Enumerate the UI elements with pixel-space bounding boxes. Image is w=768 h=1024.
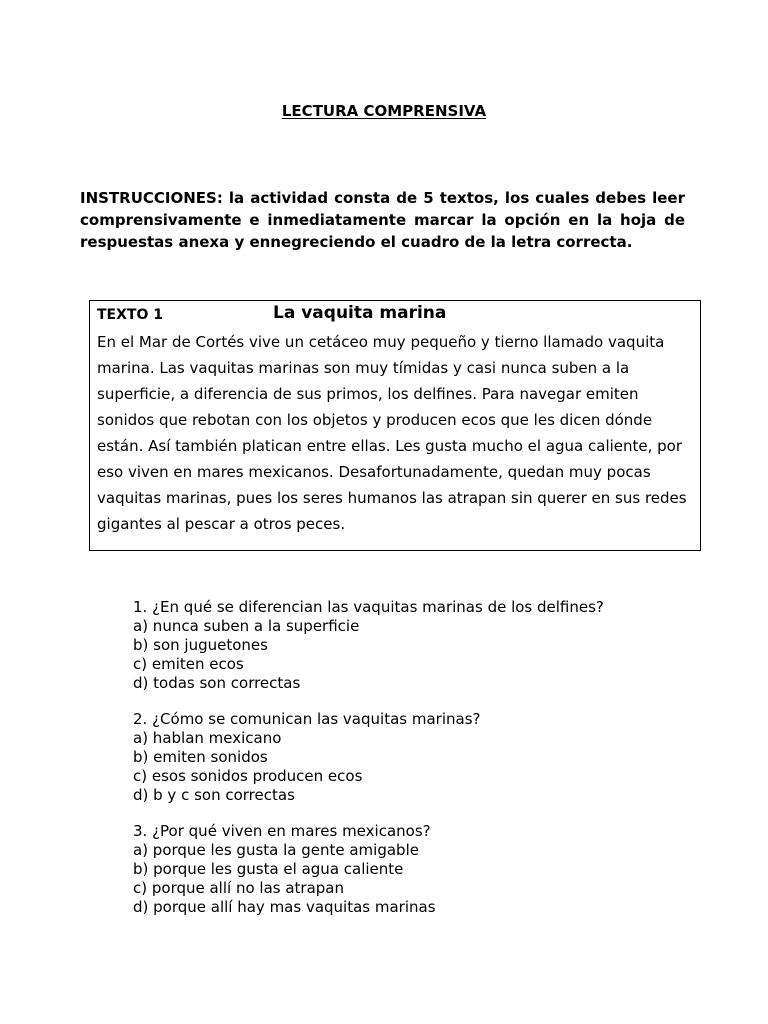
answer-option: a) nunca suben a la superficie [133, 617, 360, 635]
question-item [133, 598, 693, 693]
answer-option: d) porque allí hay mas vaquitas marinas [133, 898, 436, 916]
text-box [89, 300, 701, 551]
text-body [97, 329, 693, 537]
text-title: La vaquita marina [273, 303, 447, 323]
question-item [133, 822, 693, 917]
answer-option: b) son juguetones [133, 636, 268, 654]
answer-option: d) b y c son correctas [133, 786, 295, 804]
question-text: 1. ¿En qué se diferencian las vaquitas marinas de los delfines? [133, 598, 604, 616]
answer-option: d) todas son correctas [133, 674, 301, 692]
question-text: 2. ¿Cómo se comunican las vaquitas marinas? [133, 710, 481, 728]
answer-option: b) porque les gusta el agua caliente [133, 860, 404, 878]
answer-option: b) emiten sonidos [133, 748, 268, 766]
text-paragraph: En el Mar de Cortés vive un cetáceo muy pequeño y tierno llamado vaquita marina. Las vaquitas marinas son muy tímidas y casi nunca suben a la superficie, a diferencia de sus primos, los delfines. Para navegar emiten sonidos que rebotan con los objetos y producen ecos que les dicen dónde están. Así también platican entre ellas. Les gusta mucho el agua caliente, por eso viven en mares mexicanos. Desafortunadamente, quedan muy pocas vaquitas marinas, pues los seres humanos las atrapan sin querer en sus redes gigantes al pescar a otros peces. [97, 333, 687, 533]
answer-option: a) porque les gusta la gente amigable [133, 841, 419, 859]
answer-option: c) emiten ecos [133, 655, 244, 673]
document-title: LECTURA COMPRENSIVA [281, 102, 487, 120]
instructions-paragraph: INSTRUCCIONES: la actividad consta de 5 textos, los cuales debes leer comprensivamente e inmediatamente marcar la opción en la hoja de respuestas anexa y ennegreciendo el cuadro de la letra correcta. [80, 189, 685, 251]
answer-option: c) esos sonidos producen ecos [133, 767, 363, 785]
answer-option: a) hablan mexicano [133, 729, 282, 747]
questions-list [133, 598, 693, 934]
text-label: TEXTO 1 [97, 307, 163, 323]
question-text: 3. ¿Por qué viven en mares mexicanos? [133, 822, 431, 840]
answer-option: c) porque allí no las atrapan [133, 879, 345, 897]
question-item [133, 710, 693, 805]
text-box-header [97, 303, 693, 329]
